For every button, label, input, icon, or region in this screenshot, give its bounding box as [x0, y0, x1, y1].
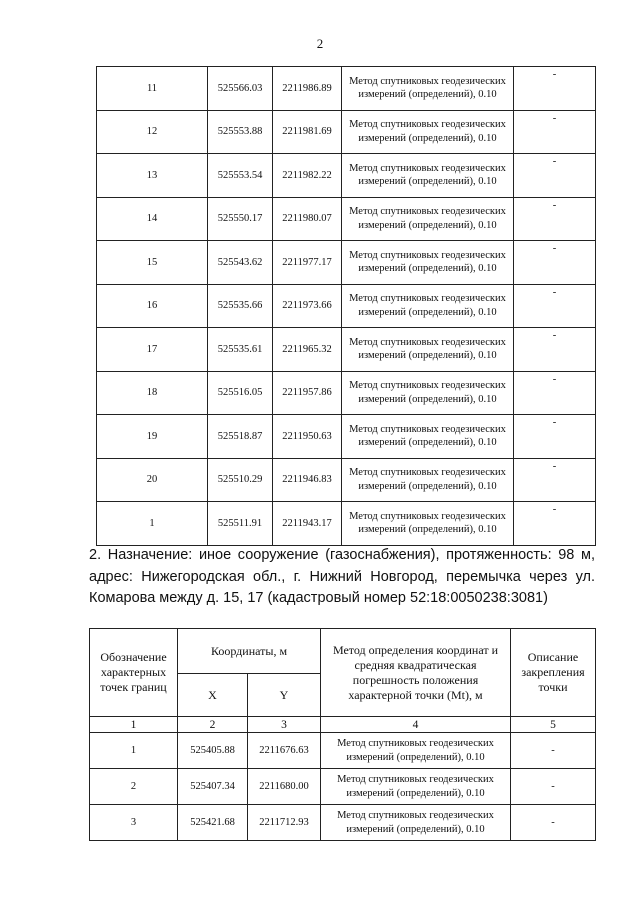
description-cell: -: [514, 154, 596, 198]
table-row: [97, 328, 596, 372]
method-cell: Метод спутниковых геодезических измерений (определений), 0.10: [321, 769, 511, 805]
x-coordinate-cell: 525550.17: [208, 197, 273, 241]
point-number-cell: 15: [97, 241, 208, 285]
point-number-cell: 18: [97, 371, 208, 415]
method-cell: Метод спутниковых геодезических измерений (определений), 0.10: [342, 415, 514, 459]
table-row: [97, 241, 596, 285]
description-cell: -: [514, 110, 596, 154]
table-row: [90, 769, 596, 805]
point-number-cell: 14: [97, 197, 208, 241]
x-coordinate-cell: 525535.66: [208, 284, 273, 328]
description-cell: -: [514, 197, 596, 241]
column-number: 2: [178, 717, 248, 733]
x-coordinate-cell: 525543.62: [208, 241, 273, 285]
y-coordinate-cell: 2211982.22: [273, 154, 342, 198]
y-coordinate-cell: 2211965.32: [273, 328, 342, 372]
table-row: [97, 67, 596, 111]
table-row: [97, 415, 596, 459]
y-coordinate-cell: 2211977.17: [273, 241, 342, 285]
table-row: [97, 371, 596, 415]
y-coordinate-cell: 2211946.83: [273, 458, 342, 502]
method-cell: Метод спутниковых геодезических измерений (определений), 0.10: [342, 458, 514, 502]
coordinates-table-continued: [96, 66, 596, 546]
method-cell: Метод спутниковых геодезических измерений (определений), 0.10: [342, 328, 514, 372]
point-number-cell: 12: [97, 110, 208, 154]
table-row: [97, 502, 596, 546]
x-coordinate-cell: 525421.68: [178, 805, 248, 841]
description-cell: -: [514, 67, 596, 111]
description-cell: -: [514, 241, 596, 285]
y-coordinate-cell: 2211680.00: [248, 769, 321, 805]
point-number-cell: 3: [90, 805, 178, 841]
point-number-cell: 17: [97, 328, 208, 372]
method-cell: Метод спутниковых геодезических измерений (определений), 0.10: [342, 284, 514, 328]
y-coordinate-cell: 2211980.07: [273, 197, 342, 241]
description-cell: -: [514, 284, 596, 328]
x-coordinate-cell: 525535.61: [208, 328, 273, 372]
method-cell: Метод спутниковых геодезических измерений (определений), 0.10: [342, 241, 514, 285]
method-cell: Метод спутниковых геодезических измерений (определений), 0.10: [342, 110, 514, 154]
y-coordinate-cell: 2211712.93: [248, 805, 321, 841]
point-number-cell: 2: [90, 769, 178, 805]
x-coordinate-cell: 525566.03: [208, 67, 273, 111]
table-row: [97, 284, 596, 328]
column-number: 4: [321, 717, 511, 733]
description-cell: -: [514, 328, 596, 372]
header-designation: Обозначение характерных точек границ: [90, 629, 178, 717]
description-cell: -: [514, 371, 596, 415]
x-coordinate-cell: 525511.91: [208, 502, 273, 546]
header-coords: Координаты, м: [178, 629, 321, 674]
description-cell: -: [514, 458, 596, 502]
point-number-cell: 1: [90, 733, 178, 769]
page-number: 2: [316, 36, 324, 51]
method-cell: Метод спутниковых геодезических измерений (определений), 0.10: [342, 502, 514, 546]
method-cell: Метод спутниковых геодезических измерений (определений), 0.10: [321, 733, 511, 769]
point-number-cell: 11: [97, 67, 208, 111]
y-coordinate-cell: 2211957.86: [273, 371, 342, 415]
point-number-cell: 19: [97, 415, 208, 459]
column-number: 1: [90, 717, 178, 733]
x-coordinate-cell: 525553.54: [208, 154, 273, 198]
description-cell: -: [514, 415, 596, 459]
y-coordinate-cell: 2211986.89: [273, 67, 342, 111]
header-x: X: [178, 674, 248, 717]
x-coordinate-cell: 525405.88: [178, 733, 248, 769]
table-row: [90, 733, 596, 769]
table-row: [97, 197, 596, 241]
description-cell: -: [511, 805, 596, 841]
description-cell: -: [514, 502, 596, 546]
column-number-row: [90, 717, 596, 733]
point-number-cell: 1: [97, 502, 208, 546]
coordinates-table-section-2: [89, 628, 596, 841]
header-method: Метод определения координат и средняя квадратическая погрешность положения характерной точки (Mt), м: [321, 629, 511, 717]
y-coordinate-cell: 2211676.63: [248, 733, 321, 769]
y-coordinate-cell: 2211950.63: [273, 415, 342, 459]
method-cell: Метод спутниковых геодезических измерений (определений), 0.10: [342, 197, 514, 241]
column-number: 3: [248, 717, 321, 733]
header-y: Y: [248, 674, 321, 717]
x-coordinate-cell: 525516.05: [208, 371, 273, 415]
table-row: [97, 458, 596, 502]
description-cell: -: [511, 769, 596, 805]
method-cell: Метод спутниковых геодезических измерений (определений), 0.10: [342, 371, 514, 415]
point-number-cell: 13: [97, 154, 208, 198]
y-coordinate-cell: 2211981.69: [273, 110, 342, 154]
method-cell: Метод спутниковых геодезических измерений (определений), 0.10: [342, 154, 514, 198]
table-row: [97, 110, 596, 154]
x-coordinate-cell: 525518.87: [208, 415, 273, 459]
section-2-paragraph: 2. Назначение: иное сооружение (газоснабжения), протяженность: 98 м, адрес: Нижегородская обл., г. Нижний Новгород, перемычка через ул. Комарова между д. 15, 17 (кадастровый номер 52:18:0050238:3081): [89, 547, 595, 606]
method-cell: Метод спутниковых геодезических измерений (определений), 0.10: [342, 67, 514, 111]
table-row: [90, 805, 596, 841]
column-number: 5: [511, 717, 596, 733]
point-number-cell: 16: [97, 284, 208, 328]
x-coordinate-cell: 525510.29: [208, 458, 273, 502]
x-coordinate-cell: 525553.88: [208, 110, 273, 154]
method-cell: Метод спутниковых геодезических измерений (определений), 0.10: [321, 805, 511, 841]
description-cell: -: [511, 733, 596, 769]
table-row: [97, 154, 596, 198]
y-coordinate-cell: 2211943.17: [273, 502, 342, 546]
header-description: Описание закрепления точки: [511, 629, 596, 717]
y-coordinate-cell: 2211973.66: [273, 284, 342, 328]
x-coordinate-cell: 525407.34: [178, 769, 248, 805]
point-number-cell: 20: [97, 458, 208, 502]
